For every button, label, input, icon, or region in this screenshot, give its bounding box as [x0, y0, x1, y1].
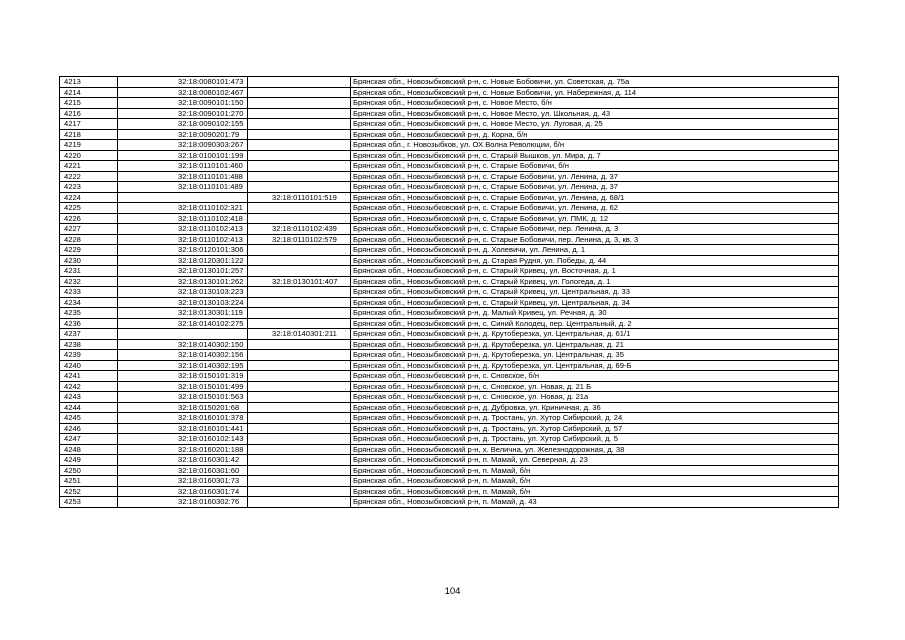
table-row: [60, 234, 839, 245]
address-cell: Брянская обл., Новозыбковский р-н, с. Старый Вышков, ул. Мира, д. 7: [351, 150, 839, 161]
row-number-cell: 4216: [60, 108, 118, 119]
table-row: [60, 161, 839, 172]
address-cell: Брянская обл., Новозыбковский р-н, с. Старые Бобовичи, ул. ПМК, д. 12: [351, 213, 839, 224]
row-number-cell: 4251: [60, 476, 118, 487]
cadastral-number-cell: 32:18:0160302:76: [118, 497, 248, 508]
related-cadastral-number-cell: [248, 108, 351, 119]
row-number-cell: 4221: [60, 161, 118, 172]
row-number-cell: 4242: [60, 381, 118, 392]
cadastral-number-cell: 32:18:0110102:413: [118, 224, 248, 235]
cadastral-number-cell: 32:18:0160101:378: [118, 413, 248, 424]
row-number-cell: 4222: [60, 171, 118, 182]
row-number-cell: 4249: [60, 455, 118, 466]
cadastral-number-cell: 32:18:0160301:42: [118, 455, 248, 466]
related-cadastral-number-cell: [248, 266, 351, 277]
related-cadastral-number-cell: [248, 77, 351, 88]
row-number-cell: 4250: [60, 465, 118, 476]
table-row: [60, 455, 839, 466]
related-cadastral-number-cell: 32:18:0110102:579: [248, 234, 351, 245]
table-row: [60, 245, 839, 256]
table-row: [60, 402, 839, 413]
related-cadastral-number-cell: [248, 245, 351, 256]
row-number-cell: 4230: [60, 255, 118, 266]
cadastral-number-cell: 32:18:0130103:224: [118, 297, 248, 308]
table-row: [60, 497, 839, 508]
cadastral-number-cell: 32:18:0130101:262: [118, 276, 248, 287]
cadastral-number-cell: 32:18:0110102:321: [118, 203, 248, 214]
row-number-cell: 4253: [60, 497, 118, 508]
table-row: [60, 392, 839, 403]
address-cell: Брянская обл., Новозыбковский р-н, д. Старая Рудня, ул. Победы, д. 44: [351, 255, 839, 266]
row-number-cell: 4241: [60, 371, 118, 382]
address-cell: Брянская обл., Новозыбковский р-н, д. Крутоберезка, ул. Центральная, д. 61/1: [351, 329, 839, 340]
row-number-cell: 4232: [60, 276, 118, 287]
address-cell: Брянская обл., Новозыбковский р-н, д. Крутоберезка, ул. Центральная, д. 35: [351, 350, 839, 361]
related-cadastral-number-cell: [248, 413, 351, 424]
address-cell: Брянская обл., Новозыбковский р-н, с. Старые Бобовичи, б/н: [351, 161, 839, 172]
address-cell: Брянская обл., Новозыбковский р-н, д. Малый Кривец, ул. Речная, д. 30: [351, 308, 839, 319]
address-cell: Брянская обл., Новозыбковский р-н, д. Тростань, ул. Хутор Сибирский, д. 5: [351, 434, 839, 445]
table-row: [60, 329, 839, 340]
related-cadastral-number-cell: [248, 371, 351, 382]
related-cadastral-number-cell: [248, 444, 351, 455]
row-number-cell: 4238: [60, 339, 118, 350]
table-row: [60, 98, 839, 109]
table-row: [60, 444, 839, 455]
row-number-cell: 4243: [60, 392, 118, 403]
table-row: [60, 119, 839, 130]
related-cadastral-number-cell: 32:18:0130101:407: [248, 276, 351, 287]
cadastral-number-cell: 32:18:0150201:68: [118, 402, 248, 413]
row-number-cell: 4233: [60, 287, 118, 298]
table-row: [60, 213, 839, 224]
related-cadastral-number-cell: [248, 150, 351, 161]
related-cadastral-number-cell: [248, 98, 351, 109]
related-cadastral-number-cell: [248, 497, 351, 508]
cadastral-number-cell: 32:18:0140302:156: [118, 350, 248, 361]
cadastral-number-cell: 32:18:0130101:257: [118, 266, 248, 277]
address-cell: Брянская обл., Новозыбковский р-н, п. Мамай, б/н: [351, 465, 839, 476]
registry-table-body: [60, 77, 839, 508]
cadastral-number-cell: 32:18:0090102:155: [118, 119, 248, 130]
address-cell: Брянская обл., Новозыбковский р-н, с. Новое Место, б/н: [351, 98, 839, 109]
address-cell: Брянская обл., Новозыбковский р-н, д. Тростань, ул. Хутор Сибирский, д. 24: [351, 413, 839, 424]
related-cadastral-number-cell: [248, 360, 351, 371]
row-number-cell: 4218: [60, 129, 118, 140]
address-cell: Брянская обл., Новозыбковский р-н, д. Дубровка, ул. Криничная, д. 36: [351, 402, 839, 413]
related-cadastral-number-cell: [248, 308, 351, 319]
related-cadastral-number-cell: [248, 465, 351, 476]
table-row: [60, 413, 839, 424]
table-row: [60, 318, 839, 329]
related-cadastral-number-cell: [248, 486, 351, 497]
related-cadastral-number-cell: [248, 129, 351, 140]
cadastral-number-cell: 32:18:0140302:195: [118, 360, 248, 371]
table-row: [60, 129, 839, 140]
row-number-cell: 4252: [60, 486, 118, 497]
row-number-cell: 4237: [60, 329, 118, 340]
address-cell: Брянская обл., Новозыбковский р-н, х. Велична, ул. Железнодорожная, д. 38: [351, 444, 839, 455]
row-number-cell: 4219: [60, 140, 118, 151]
cadastral-number-cell: 32:18:0160301:73: [118, 476, 248, 487]
cadastral-number-cell: 32:18:0110101:489: [118, 182, 248, 193]
cadastral-number-cell: 32:18:0100101:199: [118, 150, 248, 161]
related-cadastral-number-cell: [248, 255, 351, 266]
address-cell: Брянская обл., Новозыбковский р-н, с. Старые Бобовичи, ул. Ленина, д. 68/1: [351, 192, 839, 203]
cadastral-number-cell: 32:18:0140302:150: [118, 339, 248, 350]
cadastral-number-cell: 32:18:0130301:119: [118, 308, 248, 319]
address-cell: Брянская обл., Новозыбковский р-н, с. Старый Кривец, ул. Центральная, д. 34: [351, 297, 839, 308]
table-row: [60, 350, 839, 361]
cadastral-number-cell: [118, 192, 248, 203]
row-number-cell: 4244: [60, 402, 118, 413]
address-cell: Брянская обл., Новозыбковский р-н, с. Новые Бобовичи, ул. Советская, д. 75а: [351, 77, 839, 88]
row-number-cell: 4228: [60, 234, 118, 245]
address-cell: Брянская обл., Новозыбковский р-н, д. Корна, б/н: [351, 129, 839, 140]
cadastral-number-cell: 32:18:0150101:563: [118, 392, 248, 403]
table-row: [60, 423, 839, 434]
related-cadastral-number-cell: [248, 203, 351, 214]
related-cadastral-number-cell: [248, 182, 351, 193]
table-row: [60, 297, 839, 308]
related-cadastral-number-cell: 32:18:0110102:439: [248, 224, 351, 235]
cadastral-number-cell: 32:18:0120301:122: [118, 255, 248, 266]
cadastral-number-cell: 32:18:0150101:499: [118, 381, 248, 392]
cadastral-number-cell: 32:18:0110101:488: [118, 171, 248, 182]
row-number-cell: 4220: [60, 150, 118, 161]
address-cell: Брянская обл., Новозыбковский р-н, с. Сновское, б/н: [351, 371, 839, 382]
row-number-cell: 4239: [60, 350, 118, 361]
table-row: [60, 77, 839, 88]
registry-table-container: [59, 76, 838, 508]
address-cell: Брянская обл., Новозыбковский р-н, с. Старый Кривец, ул. Центральная, д. 33: [351, 287, 839, 298]
table-row: [60, 171, 839, 182]
table-row: [60, 255, 839, 266]
row-number-cell: 4236: [60, 318, 118, 329]
table-row: [60, 371, 839, 382]
address-cell: Брянская обл., Новозыбковский р-н, п. Мамай, б/н: [351, 486, 839, 497]
table-row: [60, 486, 839, 497]
cadastral-number-cell: 32:18:0110101:460: [118, 161, 248, 172]
cadastral-number-cell: 32:18:0140102:275: [118, 318, 248, 329]
table-row: [60, 381, 839, 392]
row-number-cell: 4215: [60, 98, 118, 109]
table-row: [60, 465, 839, 476]
row-number-cell: 4248: [60, 444, 118, 455]
cadastral-number-cell: 32:18:0110102:418: [118, 213, 248, 224]
cadastral-number-cell: 32:18:0080102:467: [118, 87, 248, 98]
related-cadastral-number-cell: [248, 287, 351, 298]
table-row: [60, 434, 839, 445]
row-number-cell: 4229: [60, 245, 118, 256]
address-cell: Брянская обл., Новозыбковский р-н, д. Крутоберезка, ул. Центральная, д. 69-Б: [351, 360, 839, 371]
cadastral-number-cell: 32:18:0090201:79: [118, 129, 248, 140]
address-cell: Брянская обл., Новозыбковский р-н, д. Крутоберезка, ул. Центральная, д. 21: [351, 339, 839, 350]
related-cadastral-number-cell: [248, 140, 351, 151]
table-row: [60, 339, 839, 350]
related-cadastral-number-cell: [248, 339, 351, 350]
address-cell: Брянская обл., Новозыбковский р-н, с. Старые Бобовичи, пер. Ленина, д. 3: [351, 224, 839, 235]
row-number-cell: 4224: [60, 192, 118, 203]
row-number-cell: 4226: [60, 213, 118, 224]
cadastral-number-cell: 32:18:0090303:267: [118, 140, 248, 151]
cadastral-number-cell: 32:18:0090101:270: [118, 108, 248, 119]
row-number-cell: 4214: [60, 87, 118, 98]
table-row: [60, 108, 839, 119]
address-cell: Брянская обл., Новозыбковский р-н, с. Новое Место, ул. Луговая, д. 25: [351, 119, 839, 130]
table-row: [60, 150, 839, 161]
address-cell: Брянская обл., Новозыбковский р-н, с. Сновское, ул. Новая, д. 21 Б: [351, 381, 839, 392]
address-cell: Брянская обл., Новозыбковский р-н, д. Тростань, ул. Хутор Сибирский, д. 57: [351, 423, 839, 434]
table-row: [60, 360, 839, 371]
cadastral-number-cell: 32:18:0130103:223: [118, 287, 248, 298]
address-cell: Брянская обл., Новозыбковский р-н, д. Холевичи, ул. Ленина, д. 1: [351, 245, 839, 256]
related-cadastral-number-cell: [248, 171, 351, 182]
row-number-cell: 4247: [60, 434, 118, 445]
related-cadastral-number-cell: [248, 119, 351, 130]
related-cadastral-number-cell: [248, 213, 351, 224]
address-cell: Брянская обл., Новозыбковский р-н, с. Старые Бобовичи, ул. Ленина, д. 37: [351, 171, 839, 182]
address-cell: Брянская обл., Новозыбковский р-н, с. Старые Бобовичи, ул. Ленина, д. 62: [351, 203, 839, 214]
related-cadastral-number-cell: [248, 402, 351, 413]
address-cell: Брянская обл., Новозыбковский р-н, п. Мамай, б/н: [351, 476, 839, 487]
related-cadastral-number-cell: [248, 423, 351, 434]
cadastral-number-cell: 32:18:0160201:188: [118, 444, 248, 455]
table-row: [60, 87, 839, 98]
address-cell: Брянская обл., Новозыбковский р-н, п. Мамай, ул. Северная, д. 23: [351, 455, 839, 466]
related-cadastral-number-cell: [248, 350, 351, 361]
row-number-cell: 4227: [60, 224, 118, 235]
row-number-cell: 4235: [60, 308, 118, 319]
cadastral-number-cell: 32:18:0150101:319: [118, 371, 248, 382]
table-row: [60, 203, 839, 214]
row-number-cell: 4240: [60, 360, 118, 371]
cadastral-number-cell: 32:18:0160301:74: [118, 486, 248, 497]
cadastral-number-cell: 32:18:0120101:306: [118, 245, 248, 256]
related-cadastral-number-cell: 32:18:0110101:519: [248, 192, 351, 203]
row-number-cell: 4245: [60, 413, 118, 424]
related-cadastral-number-cell: [248, 381, 351, 392]
address-cell: Брянская обл., Новозыбковский р-н, с. Старый Кривец, ул. Восточная, д. 1: [351, 266, 839, 277]
related-cadastral-number-cell: [248, 476, 351, 487]
related-cadastral-number-cell: [248, 434, 351, 445]
address-cell: Брянская обл., г. Новозыбков, ул. ОХ Волна Революции, б/н: [351, 140, 839, 151]
row-number-cell: 4231: [60, 266, 118, 277]
address-cell: Брянская обл., Новозыбковский р-н, с. Новое Место, ул. Школьная, д. 43: [351, 108, 839, 119]
related-cadastral-number-cell: [248, 297, 351, 308]
address-cell: Брянская обл., Новозыбковский р-н, п. Мамай, д. 43: [351, 497, 839, 508]
cadastral-number-cell: 32:18:0160301:60: [118, 465, 248, 476]
related-cadastral-number-cell: 32:18:0140301:211: [248, 329, 351, 340]
table-row: [60, 308, 839, 319]
related-cadastral-number-cell: [248, 392, 351, 403]
row-number-cell: 4213: [60, 77, 118, 88]
related-cadastral-number-cell: [248, 455, 351, 466]
address-cell: Брянская обл., Новозыбковский р-н, с. Старые Бобовичи, пер. Ленина, д. 3, кв. 3: [351, 234, 839, 245]
row-number-cell: 4217: [60, 119, 118, 130]
row-number-cell: 4234: [60, 297, 118, 308]
row-number-cell: 4246: [60, 423, 118, 434]
row-number-cell: 4223: [60, 182, 118, 193]
cadastral-number-cell: 32:18:0160102:143: [118, 434, 248, 445]
cadastral-number-cell: [118, 329, 248, 340]
page-number: 104: [444, 586, 461, 597]
registry-table: [59, 76, 839, 508]
address-cell: Брянская обл., Новозыбковский р-н, с. Новые Бобовичи, ул. Набережная, д. 114: [351, 87, 839, 98]
table-row: [60, 287, 839, 298]
cadastral-number-cell: 32:18:0160101:441: [118, 423, 248, 434]
related-cadastral-number-cell: [248, 87, 351, 98]
table-row: [60, 140, 839, 151]
address-cell: Брянская обл., Новозыбковский р-н, с. Старые Бобовичи, ул. Ленина, д. 37: [351, 182, 839, 193]
address-cell: Брянская обл., Новозыбковский р-н, с. Сновское, ул. Новая, д. 21а: [351, 392, 839, 403]
address-cell: Брянская обл., Новозыбковский р-н, с. Синий Колодец, пер. Центральный, д. 2: [351, 318, 839, 329]
cadastral-number-cell: 32:18:0080101:473: [118, 77, 248, 88]
table-row: [60, 192, 839, 203]
row-number-cell: 4225: [60, 203, 118, 214]
address-cell: Брянская обл., Новозыбковский р-н, с. Старый Кривец, ул. Гологеда, д. 1: [351, 276, 839, 287]
table-row: [60, 182, 839, 193]
table-row: [60, 476, 839, 487]
cadastral-number-cell: 32:18:0110102:413: [118, 234, 248, 245]
related-cadastral-number-cell: [248, 161, 351, 172]
table-row: [60, 266, 839, 277]
related-cadastral-number-cell: [248, 318, 351, 329]
table-row: [60, 276, 839, 287]
cadastral-number-cell: 32:18:0090101:150: [118, 98, 248, 109]
table-row: [60, 224, 839, 235]
